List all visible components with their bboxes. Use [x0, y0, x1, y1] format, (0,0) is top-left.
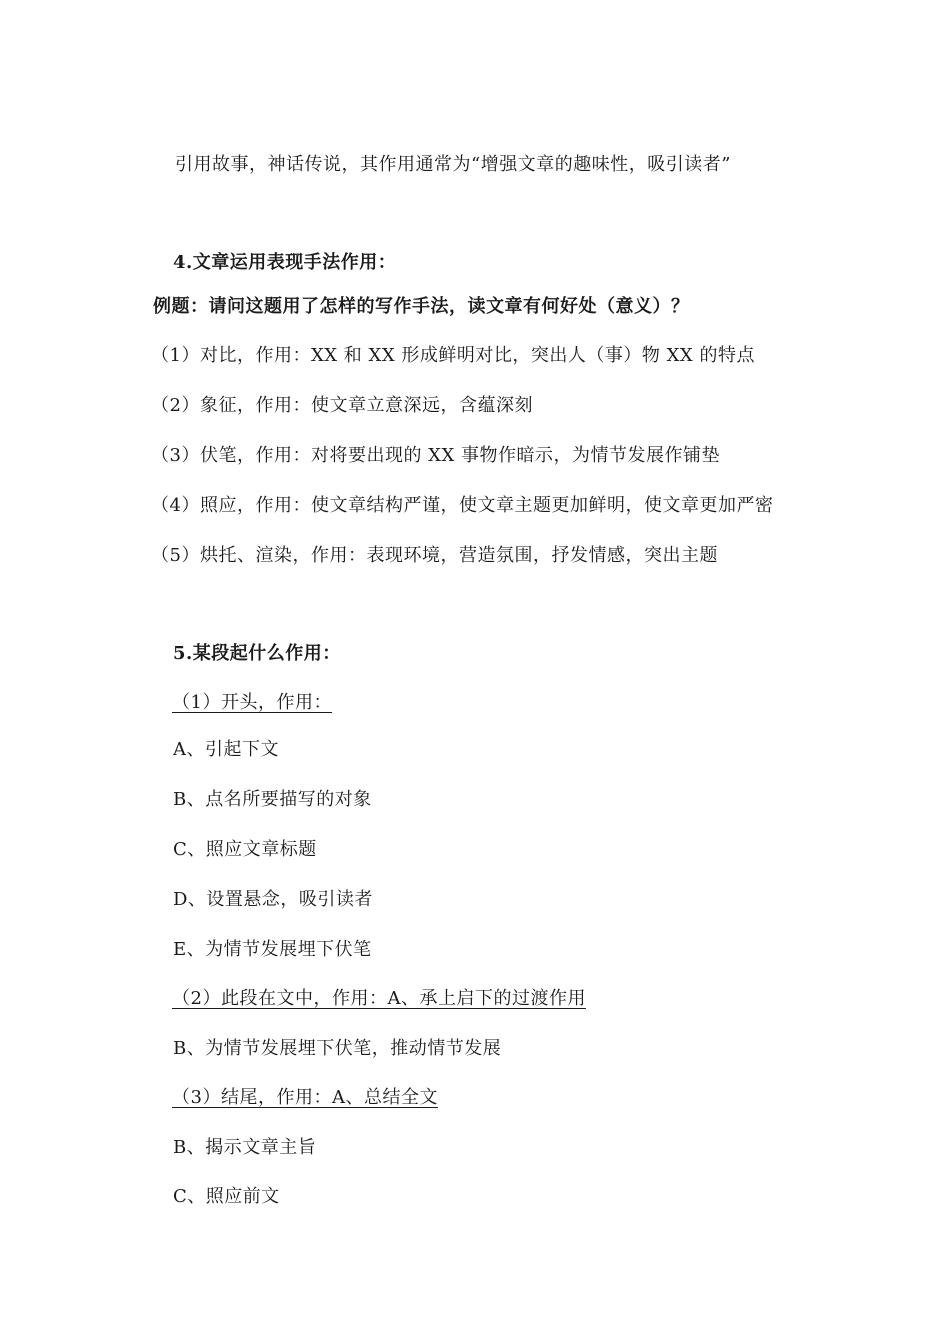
section4-item: （1）对比，作用：XX 和 XX 形成鲜明对比，突出人（事）物 XX 的特点	[151, 345, 755, 366]
section4-item: （4）照应，作用：使文章结构严谨，使文章主题更加鲜明，使文章更加严密	[151, 495, 774, 516]
middle-title: （2）此段在文中，作用：A、承上启下的过渡作用	[172, 988, 586, 1009]
list-item: B、揭示文章主旨	[173, 1137, 317, 1158]
list-item: C、照应文章标题	[173, 839, 317, 860]
list-item: B、为情节发展埋下伏笔，推动情节发展	[173, 1038, 502, 1059]
opening-title: （1）开头，作用：	[172, 692, 332, 713]
section4-heading: 4.文章运用表现手法作用：	[173, 252, 397, 273]
list-item: B、点名所要描写的对象	[173, 789, 372, 810]
list-item: D、设置悬念，吸引读者	[173, 889, 373, 910]
section4-example: 例题：请问这题用了怎样的写作手法，读文章有何好处（意义）？	[153, 296, 690, 317]
ending-title: （3）结尾，作用：A、总结全文	[172, 1087, 438, 1108]
section4-item: （5）烘托、渲染，作用：表现环境，营造氛围，抒发情感，突出主题	[151, 545, 718, 566]
section4-item: （2）象征，作用：使文章立意深远，含蕴深刻	[151, 395, 533, 416]
list-item: C、照应前文	[173, 1186, 280, 1207]
story-line: 引用故事，神话传说，其作用通常为“增强文章的趣味性，吸引读者”	[175, 154, 731, 175]
list-item: A、引起下文	[173, 739, 279, 760]
list-item: E、为情节发展埋下伏笔	[173, 939, 372, 960]
section5-heading: 5.某段起什么作用：	[173, 643, 341, 664]
section4-item: （3）伏笔，作用：对将要出现的 XX 事物作暗示，为情节发展作铺垫	[151, 445, 721, 466]
